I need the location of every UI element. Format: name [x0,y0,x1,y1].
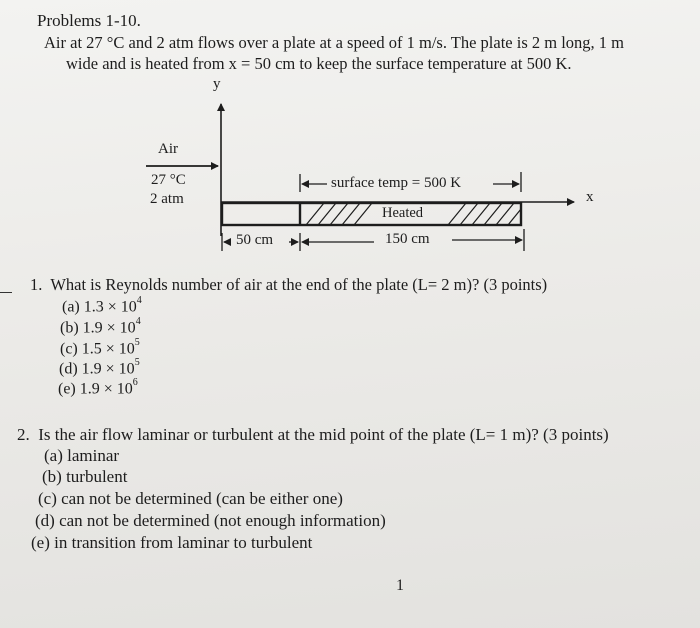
q2-option-c: (c) can not be determined (can be either one) [38,489,343,508]
problem-title: Problems 1-10. [37,11,141,30]
q2-option-e: (e) in transition from laminar to turbulent [31,533,313,552]
air-temperature: 27 °C [151,172,186,188]
question-1 [30,275,547,295]
x-axis-label: x [586,189,594,205]
air-pressure: 2 atm [150,191,184,207]
q1-option-e: (e) $1.9 \times 10^6$ [58,377,138,398]
heated-length-label: 150 cm [385,231,430,247]
question-text: What is Reynolds number of air at the end of the plate (L= 2 m)? (3 points) [50,275,548,294]
unheated-length-label: 50 cm [236,232,274,248]
q2-option-a: (a) laminar [44,446,120,465]
question-text: Is the air flow laminar or turbulent at the mid point of the plate (L= 1 m)? (3 points) [38,425,609,444]
air-label: Air [158,141,178,157]
q1-option-d: (d) $1.9 \times 10^5$ [59,357,140,378]
q1-option-c: (c) $1.5 \times 10^5$ [60,337,140,358]
question-number: 2. [17,425,30,444]
plate [222,203,521,225]
problem-intro-line-2: wide and is heated from x = 50 cm to keep the surface temperature at 500 K. [66,54,572,73]
q2-option-b: (b) turbulent [42,467,128,486]
question-2 [17,425,609,445]
y-axis-label: y [213,76,221,92]
q1-option-b: (b) $1.9 \times 10^4$ [60,316,141,337]
page-number: 1 [396,577,404,594]
margin-mark [0,292,12,293]
problem-intro-line-1: Air at 27 °C and 2 atm flows over a plate at a speed of 1 m/s. The plate is 2 m long, 1 m [44,33,625,52]
question-number: 1. [30,275,43,294]
surface-temp-label: surface temp = 500 K [331,175,462,191]
q1-option-a: (a) $1.3 \times 10^4$ [62,295,142,316]
heated-label: Heated [382,205,424,221]
q2-option-d: (d) can not be determined (not enough information) [35,511,386,530]
